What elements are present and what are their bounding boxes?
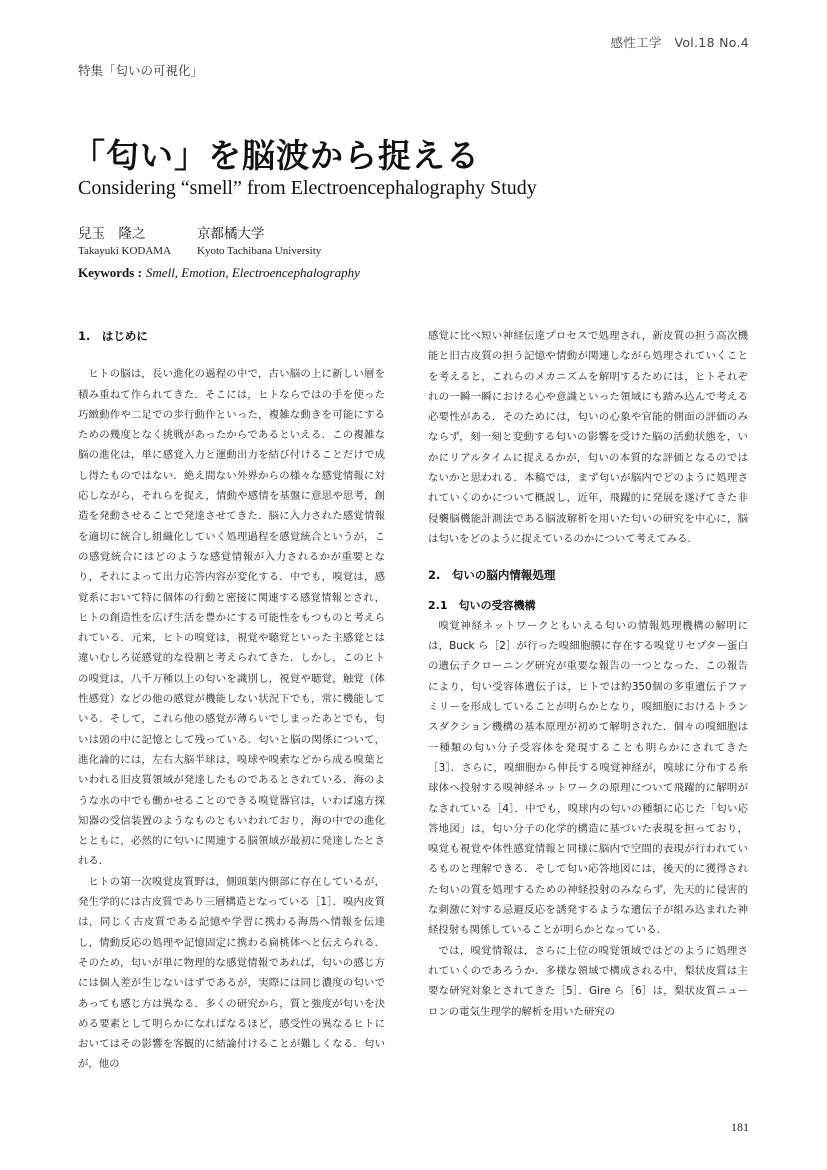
journal-header: 感性工学 Vol.18 No.4 bbox=[610, 35, 749, 50]
left-column bbox=[78, 326, 385, 1075]
section-2-heading: 2. 匂いの脳内情報処理 bbox=[428, 568, 556, 583]
section-1-paragraph-3: 感覚に比べ短い神経伝達プロセスで処理され，新皮質の担う高次機能と旧古皮質の担う記憶や情動が関連しながら処理されていくことを考えると，これらのメカニズムを解明するためには，ヒトそれぞれの一瞬一瞬における心や意識といった領域にも踏み込んで考える必要性がある．そのためには，匂いの心象や官能的側面の評価のみならず，刻一刻と変動する匂いの影響を受けた脳の活動状態を，いかにリアルタイムに捉えるかが，匂いの本質的な評価となるのではないかと思われる．本稿では，まず匂いが脳内でどのように処理されていくのかについて概説し，近年，飛躍的に発展を遂げてきた非侵襲脳機能計測法である脳波解析を用いた匂いの研究を中心に，脳は匂いをどのように捉えているのかについて考えてみる． bbox=[428, 330, 748, 545]
section-2-1-paragraph-1: 嗅覚神経ネットワークともいえる匂いの情報処理機構の解明には，Buck ら［2］が行った嗅細胞膜に存在する嗅覚リセプター蛋白の遺伝子クローニング研究が重要な報告の一つとなった．この報告により，匂い受容体遺伝子は，ヒトでは約350個の多重遺伝子ファミリーを形成していることが明らかとなり，嗅細胞におけるトランスダクション機構の基本原理が初めて解明された．個々の嗅細胞は一種類の匂い分子受容体を発現することも明らかにされてきた［3］．さらに，嗅細胞から伸長する嗅覚神経が，嗅球に分布する糸球体へ投射する嗅神経ネットワークの原理について飛躍的に解明がなされている［4］．中でも，嗅球内の匂いの種類に応じた「匂い応答地図」は，匂い分子の化学的構造に基づいた表現を担っており，嗅覚も視覚や体性感覚情報と同様に脳内で空間的表現が行われているものと理解できる．そして匂い応答地図には，後天的に獲得された匂いの質を処理するための神経投射のみならず，先天的に侵害的な刺激に対する忌避反応を誘発するような遺伝子が組み込まれた神経投射も関係していることが明らかとなっている． bbox=[428, 619, 748, 937]
article-title-en: Considering “smell” from Electroencephalography Study bbox=[78, 177, 537, 199]
section-2-1-paragraph-2: では，嗅覚情報は，さらに上位の嗅覚領域ではどのように処理されていくのであろうか．多様な領域で構成される中，梨状皮質は主要な研究対象とされてきた［5］．Gire ら［6］は，梨状皮質ニューロンの電気生理学的解析を用いた研究の bbox=[428, 944, 748, 1018]
affiliation-en: Kyoto Tachibana University bbox=[197, 245, 322, 257]
section-2-1-heading: 2.1 匂いの受容機構 bbox=[428, 598, 536, 612]
right-column bbox=[428, 326, 748, 1022]
section-1-paragraph-1: ヒトの脳は，長い進化の過程の中で，古い脳の上に新しい層を積み重ねて作られてきた．そこには，ヒトならではの手を使った巧緻動作や二足での歩行動作といった，複雑な動きを可能にするための幾度となく挑戦があったからであるといえる．この複雑な脳の進化は，単に感覚入力と運動出力を結び付けることだけで成し得たものではない．絶え間ない外界からの様々な感覚情報に対応しながら，それらを捉え，情動や感情を基盤に意思や思考，創造を発動させることで発達させてきた．脳に入力された感覚情報を適切に統合し組織化していく処理過程を感覚統合というが，この感覚統合にはどのような感覚情報が入力されるかが重要となり，それによって出力応答内容が変化する．中でも，嗅覚は，感覚系において特に個体の行動と密接に関連する感覚情報とされ，ヒトの創造性を広げ生活を豊かにする可能性をもつものと考えられている．元来，ヒトの嗅覚は，視覚や聴覚といった主感覚とは違いむしろ従感覚的な役割と考えられてきた．しかし，このヒトの嗅覚は，八千万種以上の匂いを識別し，視覚や聴覚，触覚（体性感覚）などの他の感覚が機能しない状況下でも，常に機能している．そして，これら他の感覚が薄らいでしまったあとでも，匂いは頭の中に記憶として残っている．匂いと脳の関係について，進化論的には，左右大脳半球は，嗅球や嗅索などから成る嗅葉といわれる旧皮質領域が発達したものであるとされている．海のような水の中でも働かせることのできる嗅覚器官は，いわば遠方探知器の受信装置のようなものともいわれており，海の中での進化とともに，必然的に匂いに関連する脳領域が最初に発達したとされる． bbox=[78, 368, 385, 868]
page-number: 181 bbox=[731, 1120, 749, 1134]
keywords-line bbox=[78, 265, 360, 281]
keywords-values: Smell, Emotion, Electroencephalography bbox=[145, 265, 360, 280]
author-name-block bbox=[78, 222, 171, 257]
keywords-label: Keywords : bbox=[78, 265, 142, 280]
author-name-en: Takayuki KODAMA bbox=[78, 245, 172, 257]
author-name-ja: 兒玉 隆之 bbox=[78, 226, 146, 242]
article-title-ja: 「匂い」を脳波から捉える bbox=[72, 136, 480, 175]
author-affiliation-block bbox=[197, 222, 321, 257]
section-1-paragraph-2: ヒトの第一次嗅覚皮質野は，側頭葉内側部に存在しているが，発生学的には古皮質であり三層構造となっている［1］．嗅内皮質は，同じく古皮質である記憶や学習に携わる海馬へ情報を伝達し，情動反応の処理や記憶固定に携わる扁桃体へと伝えられる．そのため，匂いが単に物理的な感覚情報であれば，匂いの感じ方には個人差が生じないはずであるが，実際には同じ濃度の匂いであっても感じ方は異なる．多くの研究から，質と強度が匂いを決める要素として明らかになればなるほど，感受性の異なるヒトにおいてはその影響を客観的に結論付けることが難しくなる．匂いが，他の bbox=[78, 875, 385, 1071]
section-1-heading: 1. はじめに bbox=[78, 329, 148, 343]
affiliation-ja: 京都橘大学 bbox=[197, 226, 265, 242]
feature-label: 特集「匂いの可視化」 bbox=[78, 63, 204, 78]
